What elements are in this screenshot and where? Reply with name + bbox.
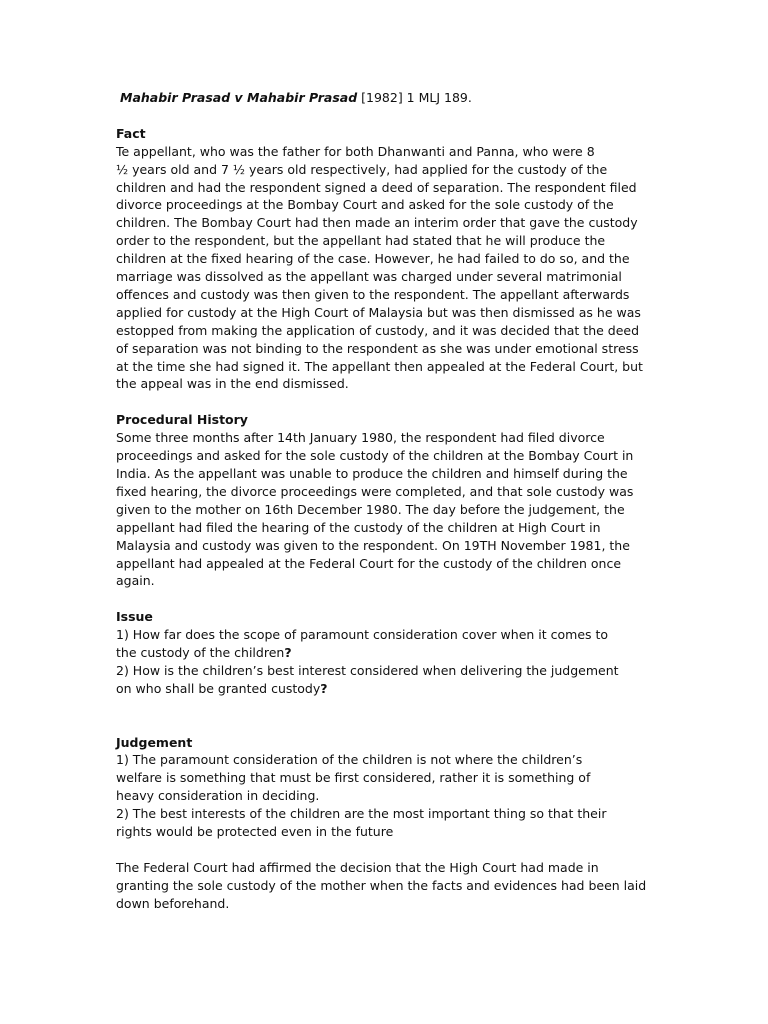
fact-line: estopped from making the application of custody, and it was decided that the deed [116, 322, 640, 338]
spacer [116, 841, 656, 859]
case-name: Mahabir Prasad v Mahabir Prasad [120, 90, 358, 105]
procedural-history-line: again. [116, 573, 155, 589]
fact-line: offences and custody was then given to the respondent. The appellant afterwards [116, 286, 630, 302]
fact-line: children and had the respondent signed a deed of separation. The respondent filed [116, 179, 637, 195]
issue-line-text: the custody of the children [116, 645, 285, 661]
procedural-history-section [116, 411, 656, 590]
fact-line: divorce proceedings at the Bombay Court and asked for the sole custody of the [116, 197, 614, 213]
case-reference: [1982] 1 MLJ 189. [357, 90, 472, 105]
fact-line: of separation was not binding to the respondent as she was under emotional stress [116, 340, 639, 356]
procedural-history-line: proceedings and asked for the sole custody of the children at the Bombay Court in [116, 448, 634, 464]
procedural-history-line: Malaysia and custody was given to the respondent. On 19TH November 1981, the [116, 537, 630, 553]
conclusion-section [116, 859, 656, 913]
procedural-history-heading: Procedural History [116, 412, 248, 428]
question-mark: ? [284, 645, 292, 661]
document-page [116, 89, 656, 913]
issue-heading: Issue [116, 609, 153, 625]
judgement-body [116, 751, 656, 841]
conclusion-line: down beforehand. [116, 895, 230, 911]
judgement-line: 1) The paramount consideration of the children is not where the children’s [116, 752, 583, 768]
question-mark: ? [320, 680, 328, 696]
issue-line [116, 680, 656, 698]
procedural-history-line: fixed hearing, the divorce proceedings were completed, and that sole custody was [116, 483, 634, 499]
fact-line: marriage was dissolved as the appellant was charged under several matrimonial [116, 269, 622, 285]
procedural-history-line: India. As the appellant was unable to produce the children and himself during the [116, 466, 628, 481]
judgement-line: 2) The best interests of the children are the most important thing so that their [116, 806, 607, 822]
judgement-section [116, 734, 656, 841]
fact-line: at the time she had signed it. The appellant then appealed at the Federal Court, but [116, 358, 643, 374]
fact-section [116, 125, 656, 394]
issue-item [116, 626, 656, 662]
procedural-history-body [116, 429, 656, 590]
conclusion-line: The Federal Court had affirmed the decision that the High Court had made in [116, 859, 599, 875]
procedural-history-line: Some three months after 14th January 1980, the respondent had filed divorce [116, 430, 605, 446]
conclusion-line: granting the sole custody of the mother when the facts and evidences had been laid [116, 877, 647, 893]
fact-line: the appeal was in the end dismissed. [116, 376, 349, 392]
procedural-history-line: appellant had appealed at the Federal Court for the custody of the children once [116, 555, 622, 571]
spacer [116, 590, 656, 608]
fact-line: children at the fixed hearing of the case. However, he had failed to do so, and the [116, 251, 630, 267]
issue-line: 1) How far does the scope of paramount consideration cover when it comes to [116, 627, 609, 643]
issue-item [116, 662, 656, 698]
spacer [116, 698, 656, 734]
fact-heading: Fact [116, 125, 146, 141]
fact-line: ½ years old and 7 ½ years old respectively, had applied for the custody of the [116, 161, 608, 177]
conclusion-body [116, 859, 656, 913]
issue-line-text: on who shall be granted custody [116, 680, 321, 696]
issue-line [116, 644, 656, 662]
procedural-history-line: appellant had filed the hearing of the custody of the children at High Court in [116, 519, 601, 535]
judgement-heading: Judgement [116, 734, 193, 750]
issue-line: 2) How is the children’s best interest considered when delivering the judgement [116, 662, 619, 678]
judgement-line: rights would be protected even in the future [116, 824, 394, 840]
judgement-line: heavy consideration in deciding. [116, 788, 320, 804]
procedural-history-line: given to the mother on 16th December 1980. The day before the judgement, the [116, 501, 625, 517]
issue-section [116, 608, 656, 698]
spacer [116, 393, 656, 411]
fact-line: applied for custody at the High Court of Malaysia but was then dismissed as he was [116, 304, 641, 320]
fact-line: order to the respondent, but the appellant had stated that he will produce the [116, 233, 606, 249]
fact-line: children. The Bombay Court had then made an interim order that gave the custody [116, 215, 638, 231]
fact-line: Te appellant, who was the father for both Dhanwanti and Panna, who were 8 [116, 143, 595, 159]
case-citation [116, 89, 656, 107]
spacer [116, 107, 656, 125]
fact-body [116, 143, 656, 394]
judgement-line: welfare is something that must be first considered, rather it is something of [116, 770, 591, 786]
